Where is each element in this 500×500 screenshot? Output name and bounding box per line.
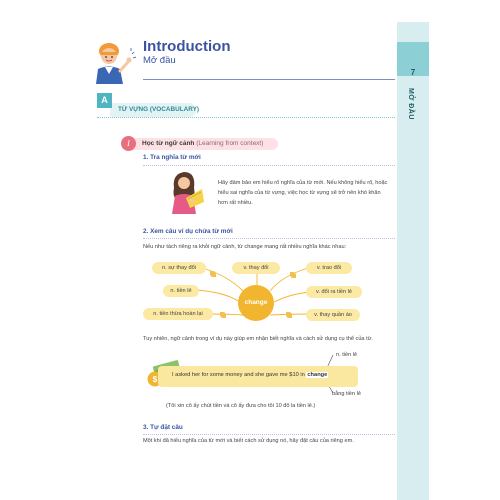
section-i-label-vi: Học từ ngữ cảnh xyxy=(142,140,195,147)
step2-after-text: Tuy nhiên, ngữ cảnh trong ví dụ này giúp em nhận biết nghĩa và cách sử dụng cụ thể của từ. xyxy=(143,336,373,342)
page-number: 7 xyxy=(410,68,416,77)
step2-intro: Nếu như tách riêng ra khỏi ngữ cảnh, từ change mang rất nhiều nghĩa khác nhau: xyxy=(143,244,347,250)
example-sentence xyxy=(172,372,328,378)
step1-text-line: Hãy đảm bảo em hiểu rõ nghĩa của từ mới. Nếu không hiểu rõ, hoặc xyxy=(218,180,388,186)
step3-text: Một khi đã hiểu nghĩa của từ mới và biết cách sử dụng nó, hãy đặt câu của riêng em. xyxy=(143,438,354,444)
meaning-pill: v. trao đổi xyxy=(306,262,352,274)
annotation-bottom: bằng tiền lẻ xyxy=(332,391,361,397)
annotation-top: n. tiền lẻ xyxy=(336,352,358,358)
section-a-label: TỪ VỰNG (VOCABULARY) xyxy=(118,106,200,113)
meaning-pill: v. thay đổi xyxy=(232,262,280,274)
step3-heading: 3. Tự đặt câu xyxy=(143,424,183,431)
svg-text:$: $ xyxy=(152,375,158,384)
meaning-pill: n. tiền thừa hoàn lại xyxy=(143,308,213,320)
meaning-pill: v. thay quần áo xyxy=(306,309,360,321)
step1-text-line: hiểu sai nghĩa của từ vựng, việc học từ vựng sẽ trở nên khó khăn xyxy=(218,190,381,196)
meaning-pill: n. sự thay đổi xyxy=(152,262,206,274)
example-keyword: change xyxy=(307,372,328,378)
chapter-label: MỞ ĐẦU xyxy=(407,88,414,120)
page-subtitle: Mở đầu xyxy=(143,55,176,66)
section-i-badge: I xyxy=(121,136,136,151)
section-i-label-en: (Learning from context) xyxy=(196,140,264,147)
step1-heading: 1. Tra nghĩa từ mới xyxy=(143,154,201,161)
example-translation: (Tôi xin cô ấy chút tiền và cô ấy đưa cho tôi 10 đô la tiền lẻ.) xyxy=(166,403,316,409)
center-word-circle: change xyxy=(238,285,274,321)
step3-divider xyxy=(143,434,395,435)
page-title: Introduction xyxy=(143,38,231,55)
example-sentence-prefix: I asked her for some money and she gave me $10 in xyxy=(172,372,305,378)
meaning-pill: n. tiền lẻ xyxy=(163,285,199,297)
step1-text-line: hơn rất nhiều. xyxy=(218,200,253,206)
step2-heading: 2. Xem câu ví dụ chứa từ mới xyxy=(143,228,233,235)
section-a-badge: A xyxy=(97,93,112,108)
meaning-pill: v. đổi ra tiền lẻ xyxy=(306,286,362,298)
